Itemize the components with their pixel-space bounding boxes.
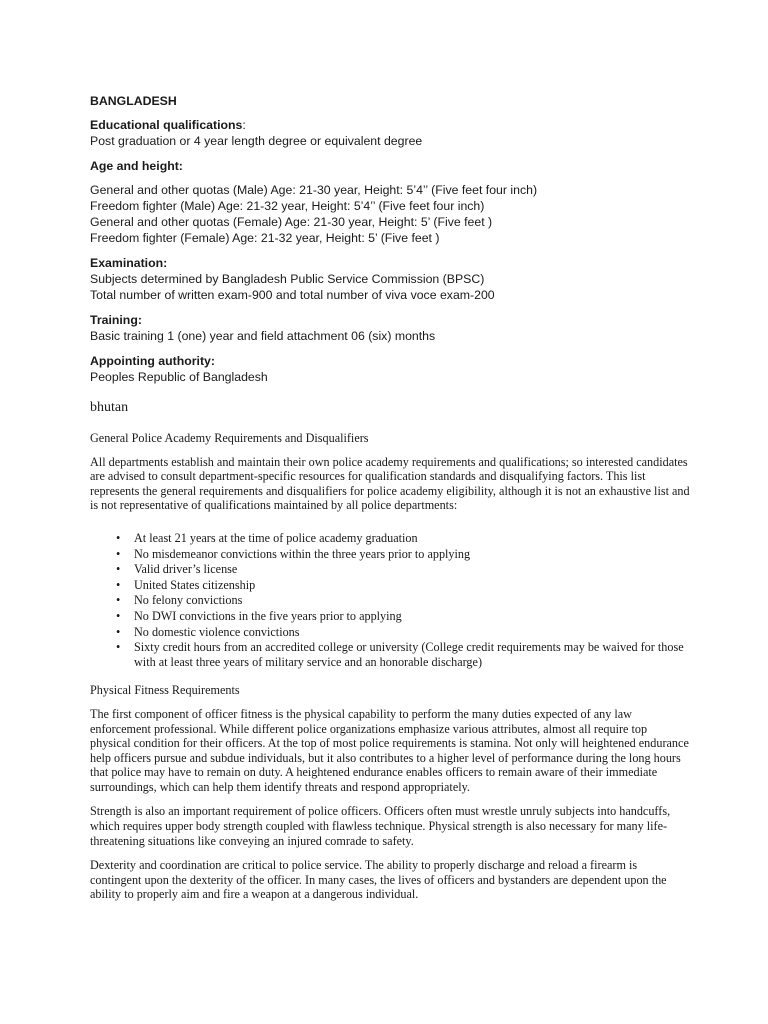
heading-text: Educational qualifications bbox=[90, 118, 243, 132]
list-item-text: Valid driver’s license bbox=[134, 562, 238, 577]
country-heading-bangladesh: BANGLADESH bbox=[90, 94, 177, 108]
list-item bbox=[116, 625, 690, 640]
age-height-line: Freedom fighter (Female) Age: 21-32 year, Height: 5’ (Five feet ) bbox=[90, 231, 440, 245]
academy-requirements-heading: General Police Academy Requirements and Disqualifiers bbox=[90, 431, 369, 445]
list-item bbox=[116, 547, 690, 562]
country-heading-bhutan: bhutan bbox=[90, 400, 129, 415]
section-examination bbox=[90, 255, 690, 303]
age-height-line: General and other quotas (Female) Age: 21-30 year, Height: 5’ (Five feet ) bbox=[90, 215, 493, 229]
age-height-line: General and other quotas (Male) Age: 21-30 year, Height: 5’4’’ (Five feet four inch) bbox=[90, 183, 538, 197]
examination-line: Total number of written exam-900 and total number of viva voce exam-200 bbox=[90, 288, 495, 302]
bullet-icon: • bbox=[116, 640, 121, 655]
section-heading-training: Training: bbox=[90, 313, 142, 327]
academy-intro-paragraph: All departments establish and maintain their own police academy requirements and qualifications; so interested candidates are advised to consult department-specific resources for qualification standards and disqualifying factors. This list represents the general requirements and disqualifiers for police academy eligibility, although it is not an exhaustive list and is not representative of qualifications maintained by all police departments: bbox=[90, 454, 690, 513]
section-heading-age-height: Age and height: bbox=[90, 159, 183, 173]
training-line: Basic training 1 (one) year and field attachment 06 (six) months bbox=[90, 329, 436, 343]
requirements-list bbox=[90, 531, 690, 669]
examination-line: Subjects determined by Bangladesh Public Service Commission (BPSC) bbox=[90, 272, 485, 286]
bullet-icon: • bbox=[116, 593, 121, 608]
list-item-text: At least 21 years at the time of police academy graduation bbox=[134, 530, 418, 545]
section-age-height bbox=[90, 158, 690, 246]
section-education bbox=[90, 117, 690, 149]
education-line: Post graduation or 4 year length degree or equivalent degree bbox=[90, 134, 423, 148]
bullet-icon: • bbox=[116, 546, 121, 561]
section-heading-education bbox=[90, 117, 690, 133]
fitness-paragraph-dexterity: Dexterity and coordination are critical to police service. The ability to properly discharge and reload a firearm is contingent upon the dexterity of the officer. In many cases, the lives of officers and bystanders are dependent upon the ability to properly aim and fire a weapon at a dangerous individual. bbox=[90, 858, 667, 902]
list-item bbox=[116, 640, 690, 669]
bullet-icon: • bbox=[116, 530, 121, 545]
list-item-text: Sixty credit hours from an accredited college or university (College credit requirements may be waived for those with at least three years of military service and an honorable discharge) bbox=[134, 640, 684, 669]
list-item-text: No felony convictions bbox=[134, 593, 243, 608]
bullet-icon: • bbox=[116, 562, 121, 577]
document-page bbox=[90, 93, 690, 912]
heading-colon: : bbox=[242, 118, 246, 132]
list-item-text: No domestic violence convictions bbox=[134, 624, 300, 639]
list-item bbox=[116, 609, 690, 624]
fitness-paragraph-strength: Strength is also an important requirement of police officers. Officers often must wrestle unruly subjects into handcuffs, which requires upper body strength coupled with flawless technique. Physical strength is also necessary for many life-threatening situations like conveying an injured comrade to safety. bbox=[90, 804, 671, 848]
bullet-icon: • bbox=[116, 624, 121, 639]
section-training bbox=[90, 312, 690, 344]
section-heading-appointing-authority: Appointing authority: bbox=[90, 354, 215, 368]
bullet-icon: • bbox=[116, 577, 121, 592]
fitness-requirements-heading: Physical Fitness Requirements bbox=[90, 683, 240, 698]
fitness-paragraph-stamina: The first component of officer fitness is the physical capability to perform the many duties expected of any law enforcement professional. While different police organizations emphasize various attributes, almost all require top physical condition for their officers. At the top of most police requirements is stamina. Not only will heightened endurance help officers pursue and subdue individuals, but it also contributes to a higher level of performance during the long hours that police may have to remain on duty. A heightened endurance enables officers to remain aware of their immediate surroundings, which can help them identify threats and respond appropriately. bbox=[90, 706, 689, 794]
list-item-text: No misdemeanor convictions within the three years prior to applying bbox=[134, 546, 471, 561]
list-item bbox=[116, 531, 690, 546]
authority-line: Peoples Republic of Bangladesh bbox=[90, 370, 268, 384]
list-item-text: No DWI convictions in the five years prior to applying bbox=[134, 608, 402, 623]
section-appointing-authority bbox=[90, 353, 690, 385]
bullet-icon: • bbox=[116, 608, 121, 623]
section-heading-examination: Examination: bbox=[90, 256, 168, 270]
age-height-line: Freedom fighter (Male) Age: 21-32 year, Height: 5’4’’ (Five feet four inch) bbox=[90, 199, 485, 213]
list-item-text: United States citizenship bbox=[134, 577, 256, 592]
list-item bbox=[116, 578, 690, 593]
list-item bbox=[116, 593, 690, 608]
list-item bbox=[116, 562, 690, 577]
